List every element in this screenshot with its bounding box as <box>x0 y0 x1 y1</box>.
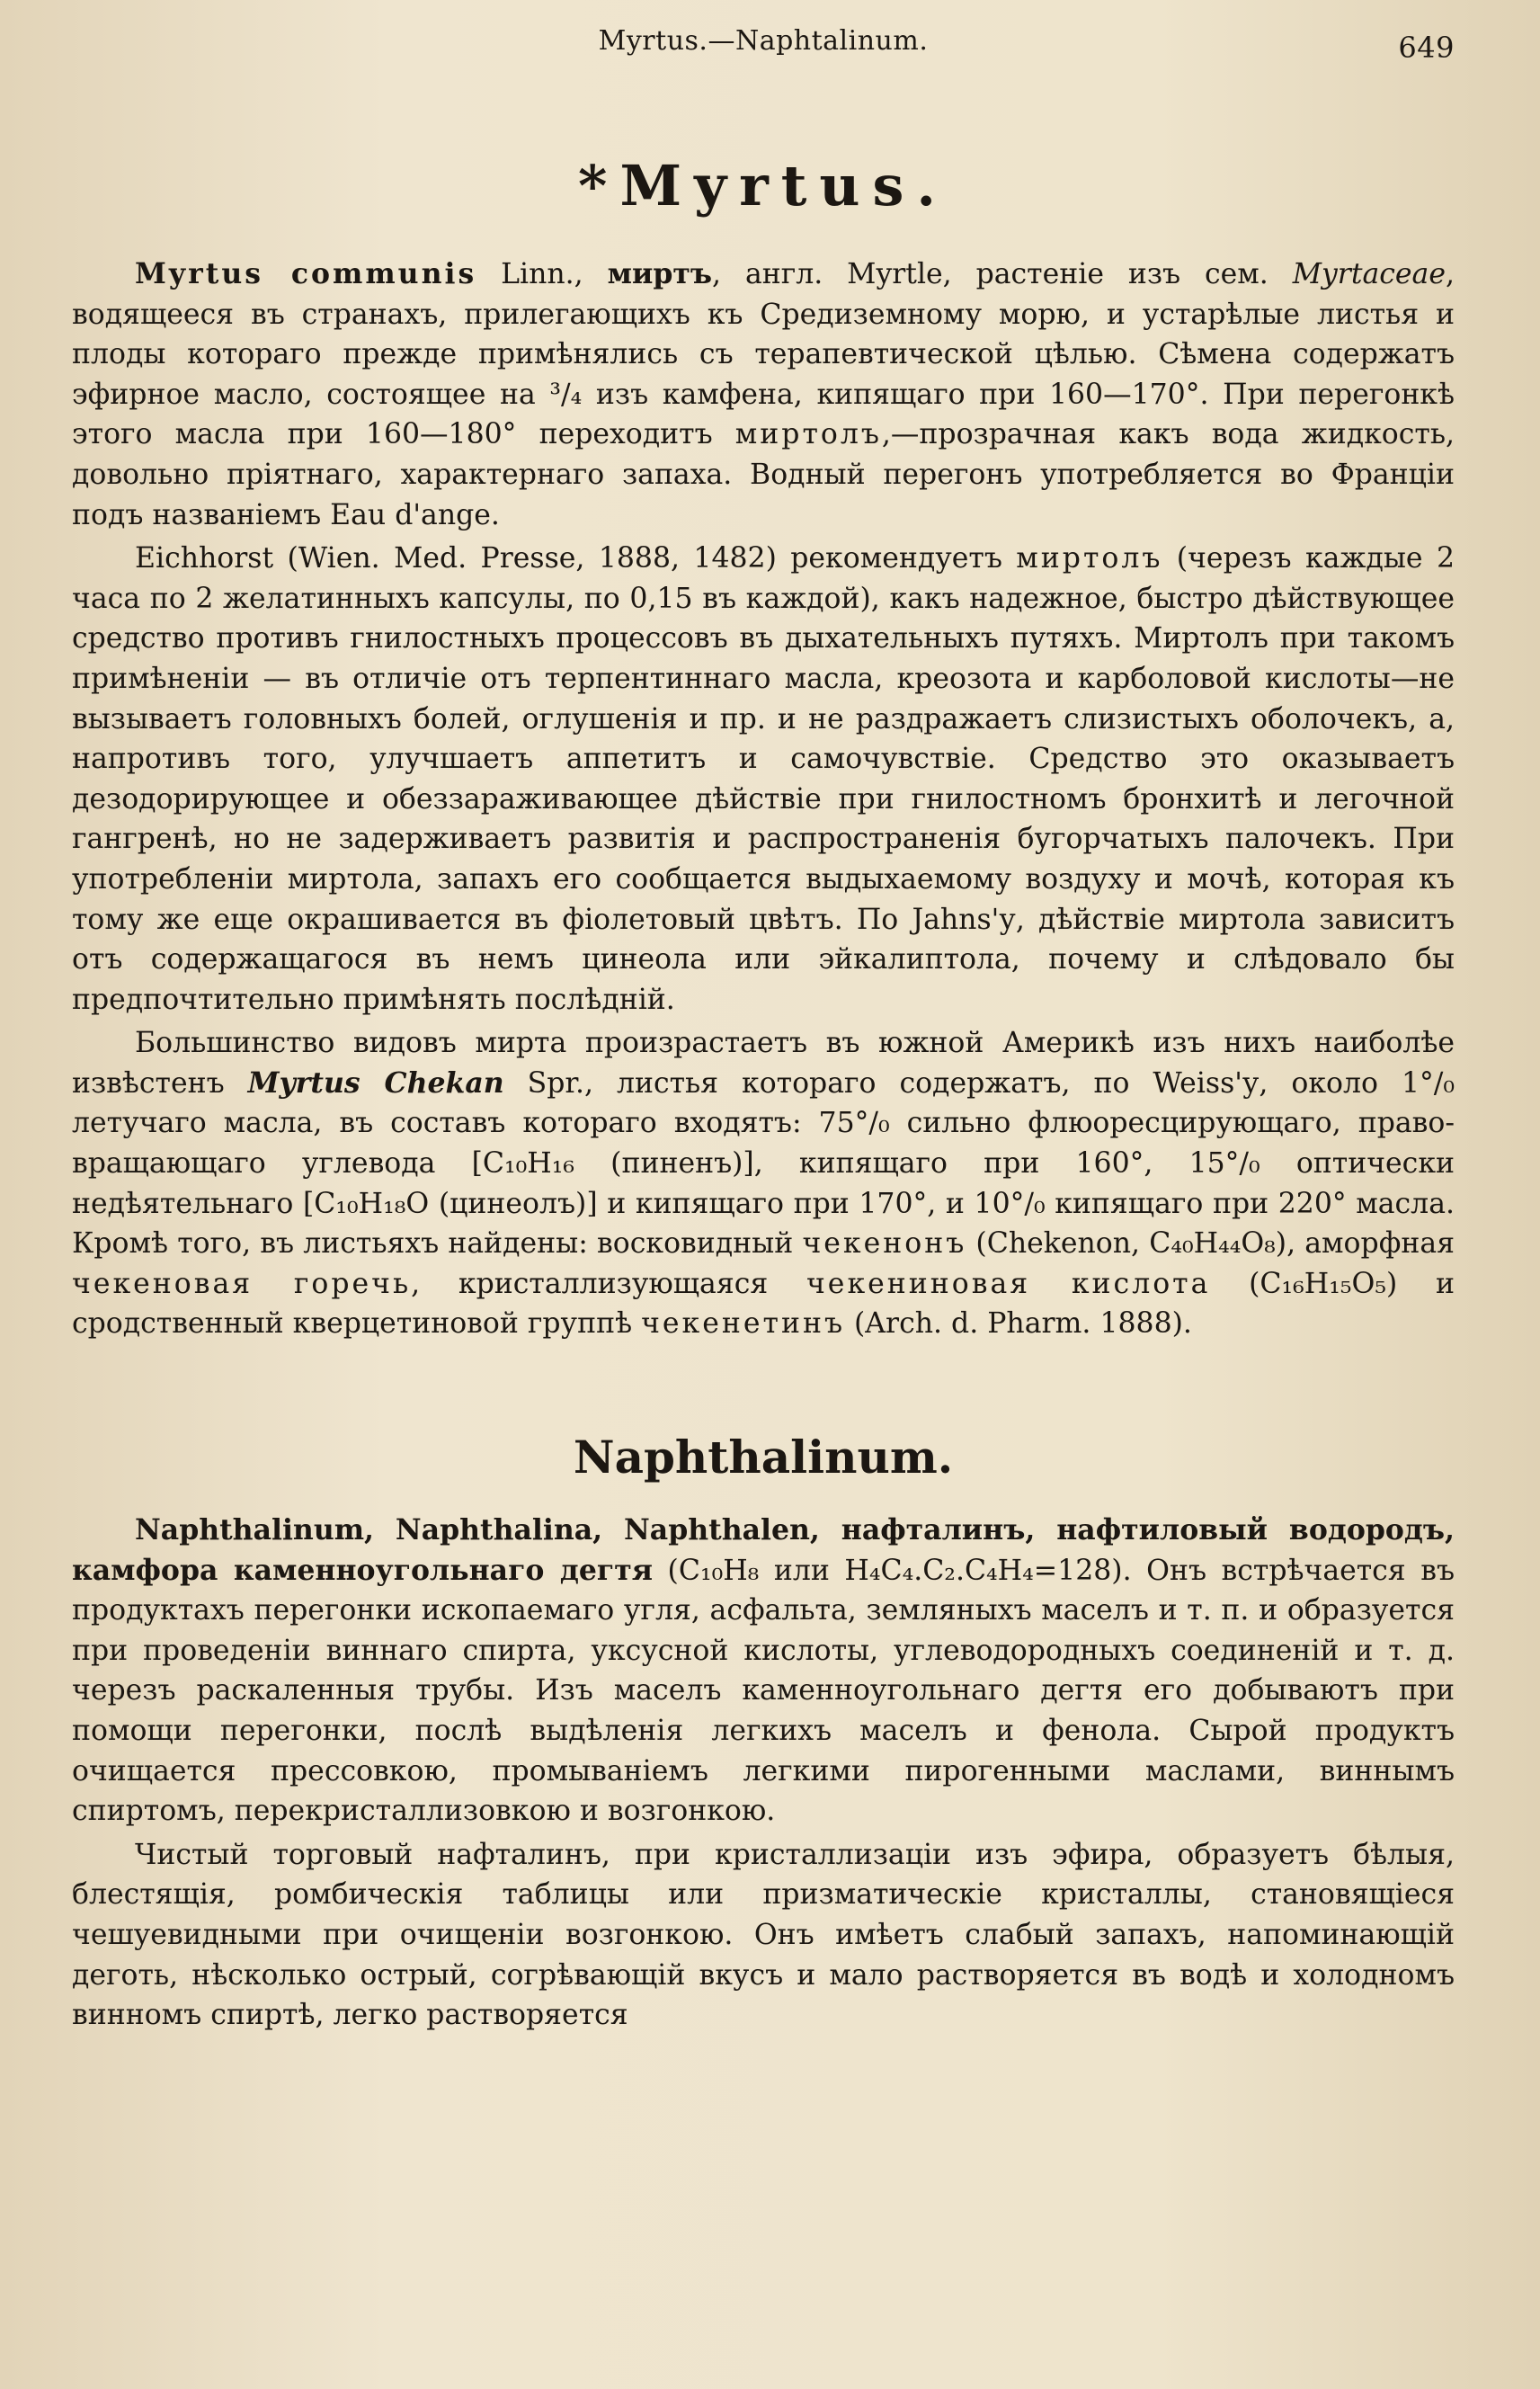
myrtus-lead-term: Myrtus communis <box>135 257 477 290</box>
chekenon-term: чекенонъ <box>802 1227 967 1261</box>
myrtus-family: Myrtaceae <box>1292 258 1446 290</box>
myrtus-heading: *Myrtus. <box>578 153 948 218</box>
page-number: 649 <box>1398 31 1455 65</box>
naphthalinum-paragraph-2: Чистый торговый нафталинъ, при кристаллизаціи изъ эфира, образуетъ бѣлыя, блестящія, ромбическія таблицы или призматическіе кристаллы, становящіеся чешуевидными при очищеніи возгонкою. Онъ имѣетъ слабый запахъ, напоминающій деготь, нѣсколько острый, согрѣвающій вкусъ и мало растворяется въ водѣ и холодномъ винномъ спиртѣ, легко растворяется <box>72 1838 1455 2032</box>
running-head <box>72 25 1455 70</box>
naphthalinum-paragraph-1: Naphthalinum, Naphthalina, Naphthalen, нафталинъ, нафтиловый водородъ, камфора каменноугольнаго дегтя (C₁₀H₈ или H₄C₄.C₂.C₄H₄=128). Онъ встрѣчается въ продуктахъ перегонки ископаемаго угля, асфальта, земляныхъ маселъ и т. п. и образуется при проведеніи виннаго спирта, уксусной кислоты, углеводородныхъ соединеній и т. д. черезъ раскаленныя трубы. Изъ маселъ каменноугольнаго дегтя его добываютъ при помощи перегонки, послѣ выдѣленія легкихъ маселъ и фенола. Сырой продуктъ очищается прессовкою, промываніемъ легкими пирогенными маслами, виннымъ спиртомъ, перекристаллизовкою и возгонкою. <box>72 1513 1455 1828</box>
myrtus-chekan-species: Myrtus Chekan <box>247 1065 504 1100</box>
myrtol-term: миртолъ <box>1016 542 1163 575</box>
myrtus-russian-name: миртъ <box>607 257 713 290</box>
myrtus-paragraph-3: Большинство видовъ мирта произрастаетъ въ южной Америкѣ изъ нихъ наиболѣе извѣстенъ Myrtus Chekan Spr., листья котораго содержатъ, по Weiss'у, около 1°/₀ летучаго масла, въ составъ котораго входятъ: 75°/₀ сильно флюоресцирующаго, право-вращающаго углевода [C₁₀H₁₆ (пиненъ)], кипящаго при 160°, 15°/₀ оптически недѣятельнаго [C₁₀H₁₈O (цинеолъ)] и кипящаго при 170°, и 10°/₀ кипящаго при 220° масла. Кромѣ того, въ листьяхъ найдены: восковидный чекенонъ (Chekenon, C₄₀H₄₄O₈), аморфная чекеновая горечь, кристаллизующаяся чекениновая кислота (C₁₆H₁₅O₅) и сродственный кверцетиновой группѣ чекенетинъ (Arch. d. Pharm. 1888). <box>72 1027 1455 1341</box>
acid-term: чекениновая кислота <box>806 1267 1211 1300</box>
myrtus-paragraph-1: Myrtus communis Linn., миртъ, англ. Myrtle, растеніе изъ сем. Myrtaceae, водящееся въ странахъ, прилегающихъ къ Средиземному морю, и устарѣлые листья и плоды котораго прежде примѣнялись съ терапевтической цѣлью. Сѣмена содержатъ эфирное масло, состоящее на ³/₄ изъ камфена, кипящаго при 160—170°. При перегонкѣ этого масла при 160—180° переходитъ миртолъ,—прозрачная какъ вода жидкость, довольно пріятнаго, характернаго запаха. Водный перегонъ употребляется во Франціи подъ названіемъ Eau d'ange. <box>72 257 1455 531</box>
myrtol-term: миртолъ <box>734 418 882 451</box>
myrtus-paragraph-2: Eichhorst (Wien. Med. Presse, 1888, 1482) рекомендуетъ миртолъ (черезъ каждые 2 часа по 2 желатинныхъ капсулы, по 0,15 въ каждой), какъ надежное, быстро дѣйствующее средство противъ гнилостныхъ процессовъ въ дыхательныхъ путяхъ. Миртолъ при такомъ примѣненіи — въ отличіе отъ терпентиннаго масла, креозота и карболовой кислоты—не вызываетъ головныхъ болей, оглушенія и пр. и не раздражаетъ слизистыхъ оболочекъ, а, напротивъ того, улучшаетъ аппетитъ и самочувствіе. Средство это оказываетъ дезодорирующее и обеззараживающее дѣйствіе при гнилостномъ бронхитѣ и легочной гангренѣ, но не задерживаетъ развитія и распространенія бугорчатыхъ палочекъ. При употребленіи миртола, запахъ его сообщается выдыхаемому воздуху и мочѣ, которая къ тому же еще окрашивается въ фіолетовый цвѣтъ. По Jahns'у, дѣйствіе миртола зависитъ отъ содержащагося въ немъ цинеола или эйкалиптола, почему и слѣдовало бы предпочтительно примѣнять послѣдній. <box>72 542 1455 1016</box>
naphthalinum-heading: Naphthalinum. <box>573 1431 954 1484</box>
running-title: Myrtus.—Naphtalinum. <box>598 25 929 57</box>
naphthalinum-lead-terms: Naphthalinum, Naphthalina, Naphthalen, нафталинъ, нафтиловый водородъ, камфора каменноугольнаго дегтя <box>72 1513 1455 1587</box>
bitter-term: чекеновая горечь <box>72 1267 412 1300</box>
chekenetin-term: чекенетинъ <box>641 1307 845 1341</box>
